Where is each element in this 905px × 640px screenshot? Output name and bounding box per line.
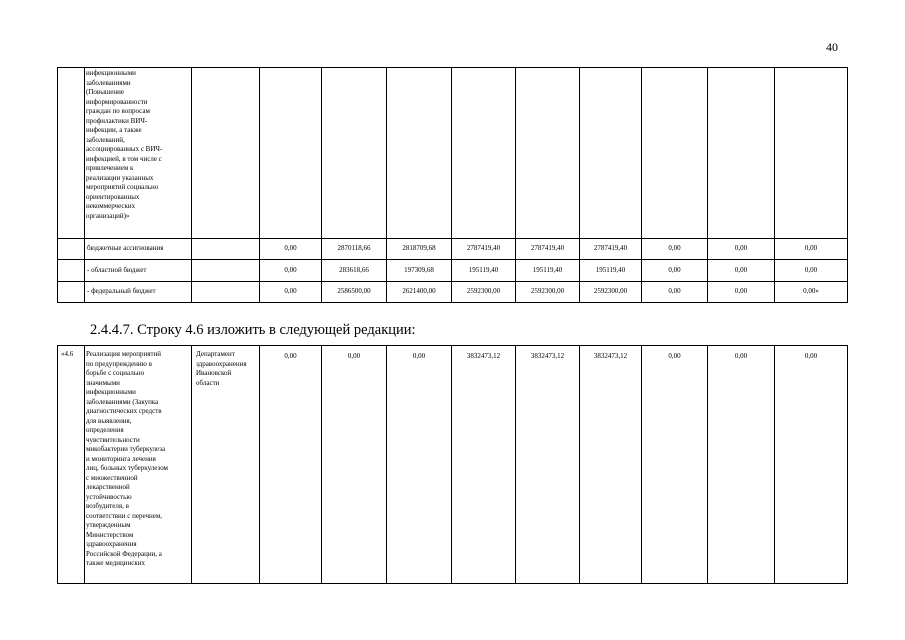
- value-cell: 2592300,00: [452, 282, 516, 303]
- value-cell: 0,00: [775, 260, 848, 282]
- intro-text-cell: инфекционными заболеваниями (Повышение информированности граждан по вопросам профилактики ВИЧ- инфекции, а также заболеваний, ассоциированных с ВИЧ- инфекцией, в том числе с привлечением к реализации указанных мероприятий социально ориентированных некоммерческих организаций)»: [85, 68, 192, 239]
- value-cell: 0,00: [260, 282, 322, 303]
- value-cell: 0,00: [642, 239, 708, 260]
- value-cell: 0,00: [322, 346, 387, 584]
- row-label: бюджетные ассигнования: [85, 239, 192, 260]
- row-4-6-table: [57, 345, 848, 584]
- value-cell: 0,00: [260, 346, 322, 584]
- value-cell: 197309,68: [387, 260, 452, 282]
- value-cell: 2787419,40: [516, 239, 580, 260]
- table-row: [58, 282, 848, 303]
- value-cell: 0,00: [387, 346, 452, 584]
- section-heading: 2.4.4.7. Строку 4.6 изложить в следующей редакции:: [90, 322, 416, 338]
- value-cell: 283618,66: [322, 260, 387, 282]
- value-cell: 195119,40: [516, 260, 580, 282]
- value-cell: 2586500,00: [322, 282, 387, 303]
- value-cell: 2818709,68: [387, 239, 452, 260]
- description-cell: Реализация мероприятий по предупреждению в борьбе с социально значимыми инфекционными заболеваниями (Закупка диагностических средств для выявления, определения чувствительности микобактерии туберкулеза и мониторинга лечения лиц, больных туберкулезом с множественной лекарственной устойчивостью возбудителя, в соответствии с перечнем, утвержденным Министерством здравоохранения Российской Федерации, а также медицинских: [85, 346, 192, 584]
- value-cell: 0,00: [708, 239, 775, 260]
- value-cell: 0,00»: [775, 282, 848, 303]
- value-cell: 0,00: [260, 239, 322, 260]
- value-cell: 0,00: [775, 239, 848, 260]
- row-label: - федеральный бюджет: [85, 282, 192, 303]
- value-cell: 0,00: [708, 282, 775, 303]
- value-cell: 0,00: [775, 346, 848, 584]
- value-cell: 3832473,12: [580, 346, 642, 584]
- table-row: [58, 346, 848, 584]
- executor-cell: Департамент здравоохранения Ивановской области: [192, 346, 260, 584]
- value-cell: 2870118,66: [322, 239, 387, 260]
- value-cell: 195119,40: [452, 260, 516, 282]
- intro-row: [58, 68, 848, 239]
- value-cell: 2592300,00: [516, 282, 580, 303]
- value-cell: 0,00: [642, 260, 708, 282]
- value-cell: 0,00: [642, 346, 708, 584]
- value-cell: 0,00: [708, 260, 775, 282]
- table-row: [58, 260, 848, 282]
- value-cell: 2787419,40: [452, 239, 516, 260]
- value-cell: 195119,40: [580, 260, 642, 282]
- value-cell: 2592300,00: [580, 282, 642, 303]
- value-cell: 3832473,12: [452, 346, 516, 584]
- value-cell: 0,00: [708, 346, 775, 584]
- table-row: [58, 239, 848, 260]
- row-number: «4.6: [58, 346, 85, 584]
- value-cell: 2621400,00: [387, 282, 452, 303]
- budget-table-continued: [57, 67, 848, 303]
- row-label: - областной бюджет: [85, 260, 192, 282]
- value-cell: 3832473,12: [516, 346, 580, 584]
- value-cell: 2787419,40: [580, 239, 642, 260]
- value-cell: 0,00: [260, 260, 322, 282]
- value-cell: 0,00: [642, 282, 708, 303]
- page-number: 40: [826, 40, 838, 54]
